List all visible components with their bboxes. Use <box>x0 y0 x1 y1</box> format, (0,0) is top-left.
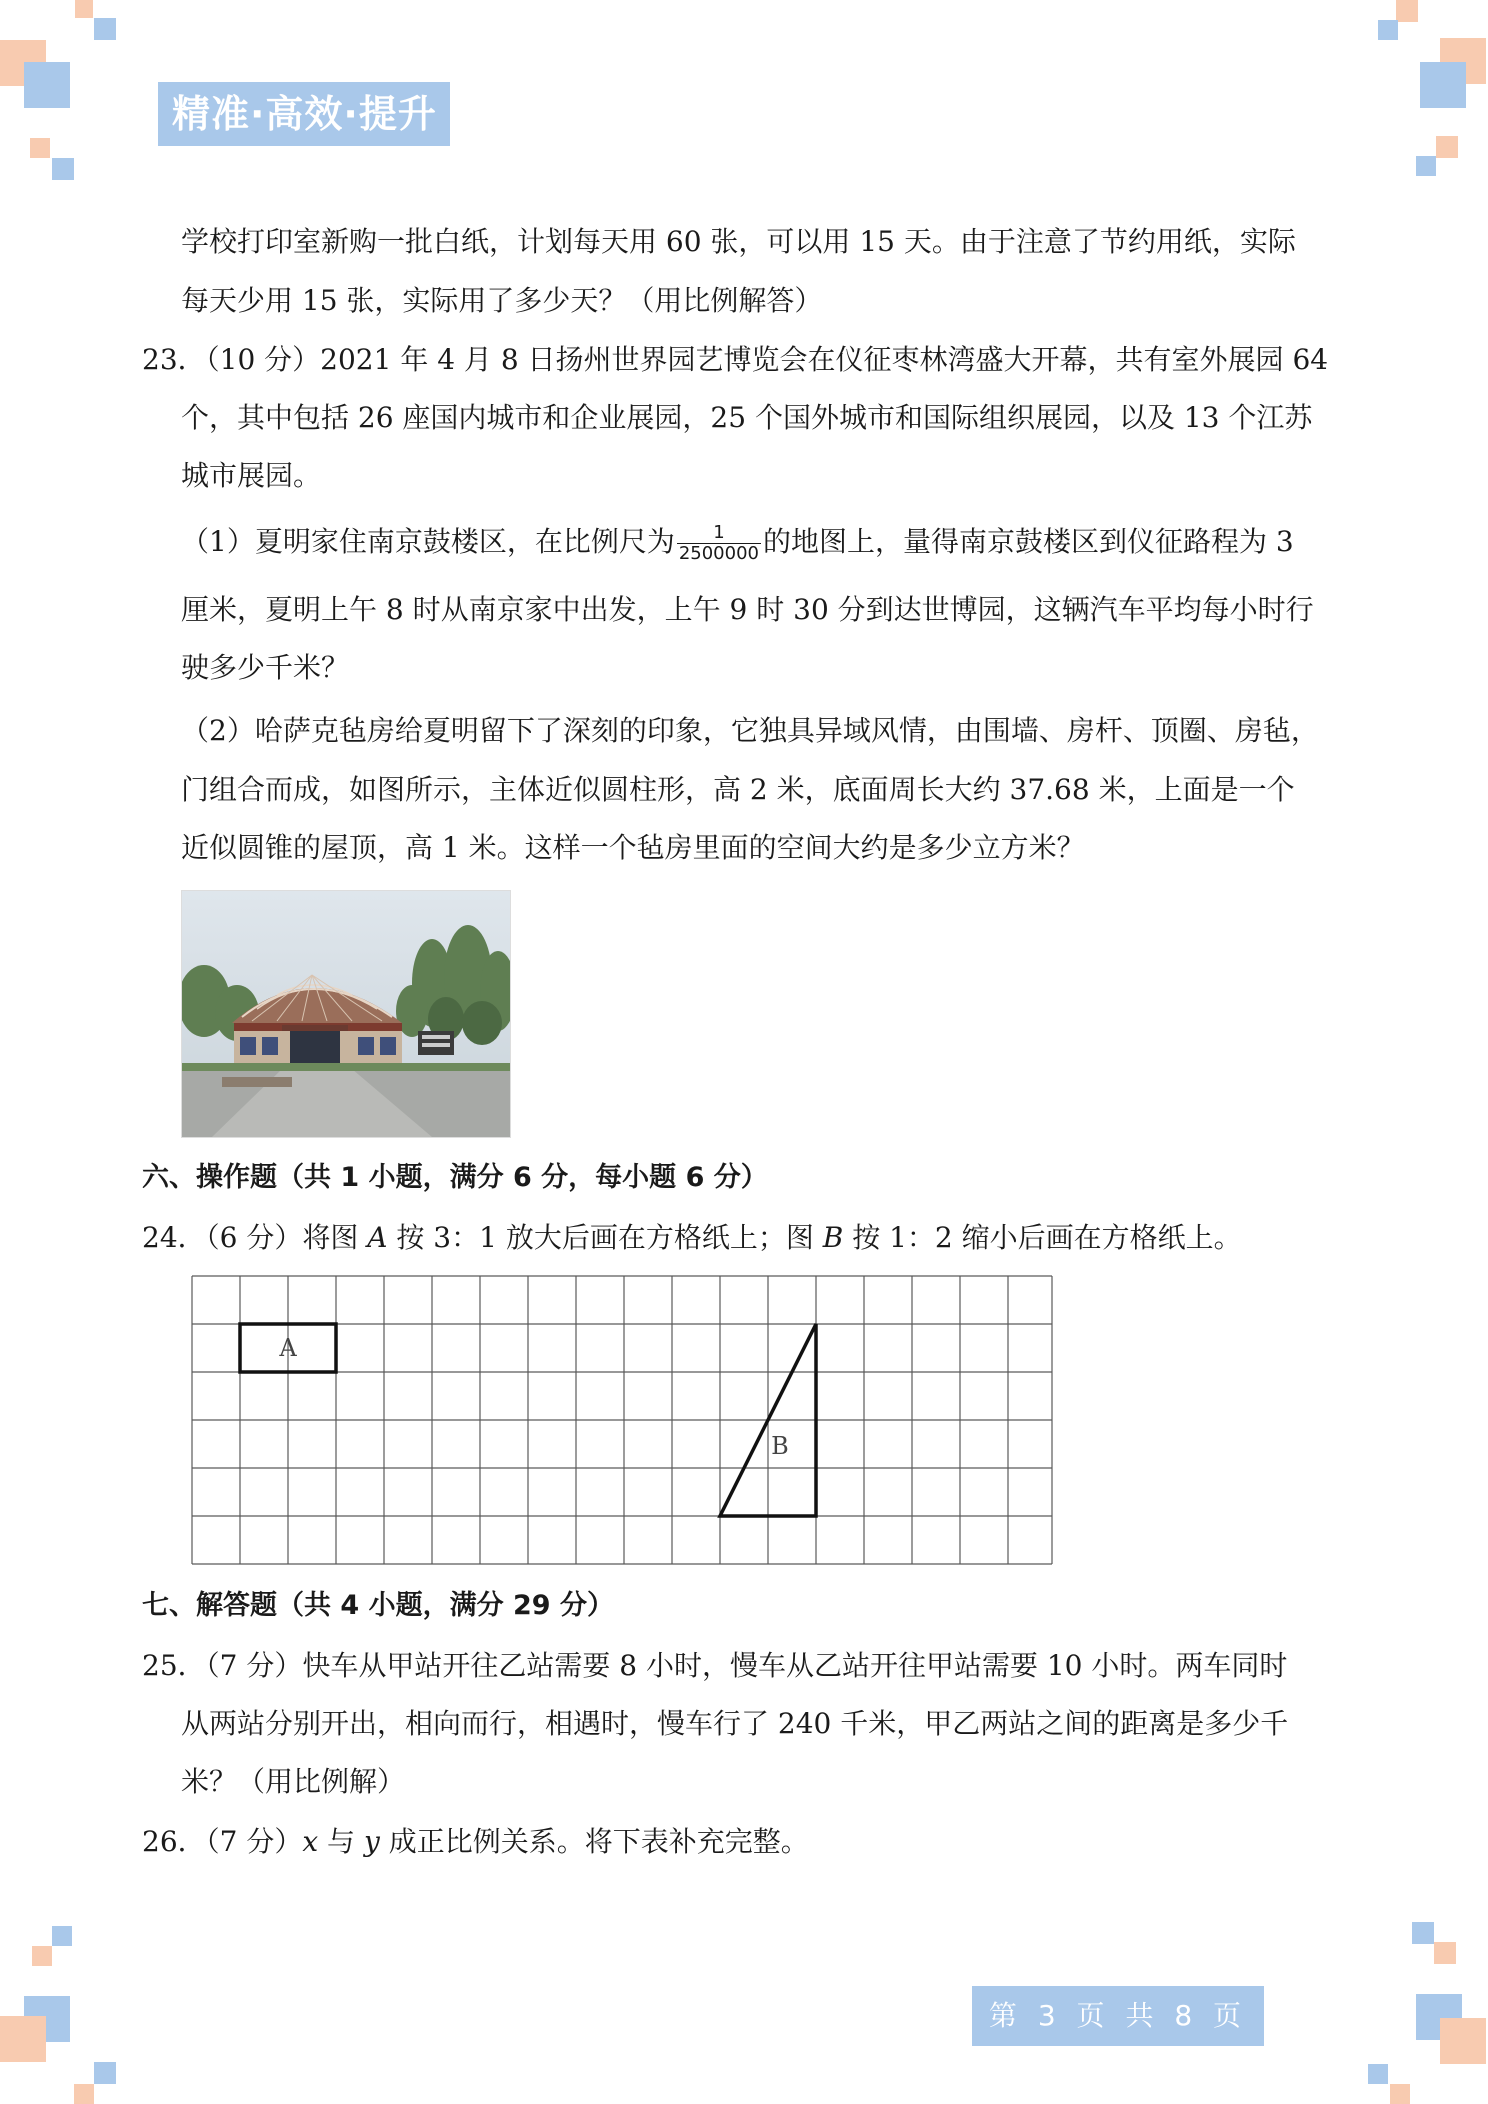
figure-a-label: A <box>279 1334 297 1362</box>
page-number-footer: 第 3 页 共 8 页 <box>972 1986 1264 2046</box>
q23-text-line-2: 个，其中包括 26 座国内城市和企业展园，25 个国外城市和国际组织展园，以及 13 个江苏 <box>181 401 1313 434</box>
q26-middle: 与 <box>318 1825 364 1858</box>
scale-fraction <box>677 523 761 564</box>
section-6-heading: 六、操作题（共 1 小题，满分 6 分，每小题 6 分） <box>142 1162 768 1193</box>
q25-text-line-3: 米？（用比例解） <box>181 1765 406 1798</box>
q23-part2-line-3: 近似圆锥的屋顶，高 1 米。这样一个毡房里面的空间大约是多少立方米？ <box>181 831 1085 864</box>
grid-lines <box>192 1276 1052 1564</box>
q25-text-line-1: 25．（7 分）快车从甲站开往乙站需要 8 小时，慢车从乙站开往甲站需要 10 小时。两车同时 <box>142 1649 1288 1682</box>
q22-text-line-2: 每天少用 15 张，实际用了多少天？（用比例解答） <box>181 284 823 317</box>
q23-text-line-3: 城市展园。 <box>181 459 322 492</box>
q23-part1-line-1 <box>181 522 1294 564</box>
q22-text-line-1: 学校打印室新购一批白纸，计划每天用 60 张，可以用 15 天。由于注意了节约用纸，实际 <box>181 225 1296 258</box>
q23-part1-line-3: 驶多少千米？ <box>181 651 350 684</box>
q26-lead: 26．（7 分） <box>142 1825 303 1858</box>
q24-figure-b-ref: B <box>822 1221 844 1254</box>
yurt-photo <box>181 890 511 1138</box>
q24-figure-a-ref: A <box>367 1221 388 1254</box>
q24-middle: 按 3：1 放大后画在方格纸上；图 <box>387 1221 823 1254</box>
q24-text <box>142 1218 1242 1258</box>
q24-lead: 24．（6 分）将图 <box>142 1221 368 1254</box>
q23-part1-tail: 的地图上，量得南京鼓楼区到仪征路程为 3 <box>763 525 1294 558</box>
q23-part2-line-1: （2）哈萨克毡房给夏明留下了深刻的印象，它独具异域风情，由围墙、房杆、顶圈、房毡， <box>181 714 1319 747</box>
q24-tail: 按 1：2 缩小后画在方格纸上。 <box>843 1221 1242 1254</box>
q26-var-y: y <box>363 1825 380 1858</box>
grid-paper-figure <box>190 1274 1056 1578</box>
q26-var-x: x <box>302 1825 319 1858</box>
q26-tail: 成正比例关系。将下表补充完整。 <box>379 1825 809 1858</box>
section-7-heading: 七、解答题（共 4 小题，满分 29 分） <box>142 1590 614 1621</box>
q23-part1-line-2: 厘米，夏明上午 8 时从南京家中出发，上午 9 时 30 分到达世博园，这辆汽车平均每小时行 <box>181 593 1314 626</box>
figure-b-label: B <box>771 1432 789 1460</box>
q23-part1-lead: （1）夏明家住南京鼓楼区，在比例尺为 <box>181 525 675 558</box>
q26-text <box>142 1822 809 1862</box>
q23-text-line-1: 23．（10 分）2021 年 4 月 8 日扬州世界园艺博览会在仪征枣林湾盛大开幕，共有室外展园 64 <box>142 343 1329 376</box>
brand-badge: 精准·高效·提升 <box>158 82 450 146</box>
scale-fraction-numerator: 1 <box>677 523 761 544</box>
q23-part2-line-2: 门组合而成，如图所示，主体近似圆柱形，高 2 米，底面周长大约 37.68 米，上面是一个 <box>181 773 1295 806</box>
scale-fraction-denominator: 2500000 <box>678 543 759 564</box>
q25-text-line-2: 从两站分别开出，相向而行，相遇时，慢车行了 240 千米，甲乙两站之间的距离是多少千 <box>181 1707 1289 1740</box>
